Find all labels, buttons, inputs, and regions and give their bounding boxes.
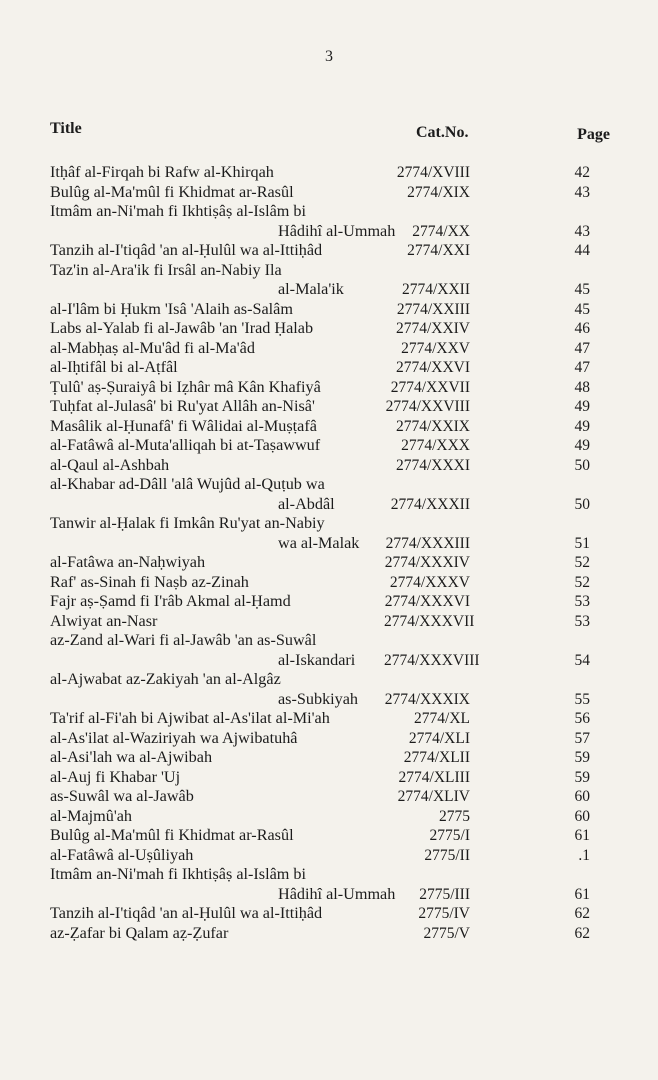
entry-cat-no: 2774/XXXI <box>395 456 470 474</box>
entry-page: 61 <box>574 885 590 903</box>
entry-page: 43 <box>574 183 590 201</box>
entry-title: Raf' as-Sinah fi Naṣb az-Zinah <box>50 572 249 591</box>
entry-title: Bulûg al-Ma'mûl fi Khidmat ar-Rasûl <box>50 182 294 201</box>
entry-title-continuation: Hâdihî al-Ummah <box>278 221 396 240</box>
entry-cat-no: 2774/XIX <box>407 183 470 201</box>
list-item <box>50 924 590 944</box>
entry-page: 49 <box>574 398 590 415</box>
list-item <box>50 183 590 203</box>
entry-page: 56 <box>574 710 590 727</box>
list-item <box>50 339 590 359</box>
entry-title: al-Fatâwâ al-Uṣûliyah <box>50 845 194 864</box>
entry-title-continuation: al-Mala'ik <box>278 280 344 298</box>
entry-page: 42 <box>574 164 590 181</box>
entry-cat-no: 2774/XXXIV <box>384 554 470 571</box>
entry-title-continuation: al-Iskandari <box>278 650 356 669</box>
entry-page: 59 <box>574 749 590 766</box>
entry-cat-no: 2775/I <box>429 827 470 844</box>
list-item <box>50 300 590 320</box>
entry-cat-no: 2774/XXX <box>401 437 470 454</box>
entry-title: Alwiyat an-Nasr <box>50 611 158 630</box>
list-item <box>50 553 590 573</box>
header-page: Page <box>577 126 610 143</box>
entry-title: al-Fatâwâ al-Muta'alliqah bi at-Taṣawwuf <box>50 436 321 454</box>
entry-cat-no: 2774/XXVI <box>395 359 470 376</box>
list-item <box>50 904 590 924</box>
table-header <box>50 118 610 144</box>
entry-title: al-Iḥtifâl bi al-Aṭfâl <box>50 358 178 376</box>
list-item <box>50 378 590 398</box>
entry-title: az-Zand al-Wari fi al-Jawâb 'an as-Suwâl <box>50 631 317 649</box>
entry-title-continuation: as-Subkiyah <box>278 689 359 708</box>
entry-cat-no: 2774/XXXV <box>389 573 470 591</box>
entry-cat-no: 2774/XXI <box>407 242 470 259</box>
entry-page: 48 <box>574 378 590 396</box>
list-item <box>50 358 590 378</box>
entry-title: al-Asi'lah wa al-Ajwibah <box>50 748 213 766</box>
entry-cat-no: 2774/XXXII <box>390 495 470 513</box>
list-item <box>50 826 590 846</box>
entry-title: al-Khabar ad-Dâll 'alâ Wujûd al-Quṭub wa <box>50 475 325 493</box>
list-item <box>50 417 590 437</box>
entry-cat-no: 2774/XXIX <box>395 417 470 435</box>
list-item <box>50 514 590 553</box>
list-item <box>50 729 590 749</box>
entry-page: 43 <box>574 222 590 240</box>
entry-page: 49 <box>574 437 590 454</box>
list-item <box>50 397 590 417</box>
entry-page: 59 <box>574 768 590 786</box>
list-item <box>50 456 590 476</box>
entry-title: Tanzih al-I'tiqâd 'an al-Ḥulûl wa al-Ittiḥâd <box>50 241 323 259</box>
entry-cat-no: 2774/XXVII <box>390 378 470 396</box>
entry-cat-no: 2774/XXXIX <box>384 690 470 708</box>
entry-page: 60 <box>574 807 590 825</box>
entry-title-continuation: al-Abdâl <box>278 494 335 513</box>
entry-page: 47 <box>574 339 590 357</box>
entry-cat-no: 2774/XXXIII <box>385 534 470 552</box>
entry-title: Itmâm an-Ni'mah fi Ikhtiṣâṣ al-Islâm bi <box>50 202 307 220</box>
entry-title: al-Majmû'ah <box>50 806 133 825</box>
entry-title: Tanzih al-I'tiqâd 'an al-Ḥulûl wa al-Ittiḥâd <box>50 904 323 922</box>
entry-cat-no: 2774/XXIII <box>396 300 470 318</box>
entry-title: Taz'in al-Ara'ik fi Irsâl an-Nabiy Ila <box>50 260 282 279</box>
entry-title: Bulûg al-Ma'mûl fi Khidmat ar-Rasûl <box>50 826 294 844</box>
entry-page: 50 <box>574 456 590 474</box>
entry-page: 50 <box>574 495 590 513</box>
entry-title: az-Ẓafar bi Qalam aẓ-Ẓufar <box>50 923 229 942</box>
entry-title: Itḥâf al-Firqah bi Rafw al-Khirqah <box>50 163 274 181</box>
list-item <box>50 436 590 456</box>
entry-cat-no: 2774/XXVIII <box>385 398 470 415</box>
list-item <box>50 670 590 709</box>
entry-title: Masâlik al-Ḥunafâ' fi Wâlidai al-Muṣṭafâ <box>50 416 317 435</box>
entry-title: al-Ajwabat az-Zakiyah 'an al-Algâz <box>50 670 281 688</box>
list-item <box>50 241 590 261</box>
entry-page: 52 <box>574 573 590 591</box>
entry-cat-no: 2775/IV <box>418 905 470 922</box>
entry-title: Tanwir al-Ḥalak fi Imkân Ru'yat an-Nabiy <box>50 514 325 532</box>
page-number: 3 <box>325 48 333 65</box>
entry-title-continuation: Hâdihî al-Ummah <box>278 884 396 903</box>
list-item <box>50 319 590 339</box>
entry-title: al-I'lâm bi Ḥukm 'Isâ 'Alaih as-Salâm <box>50 299 293 318</box>
list-item <box>50 631 590 670</box>
entry-cat-no: 2775/V <box>423 924 470 942</box>
entry-title: Itmâm an-Ni'mah fi Ikhtiṣâṣ al-Islâm bi <box>50 865 307 883</box>
list-item <box>50 768 590 788</box>
entry-title-continuation: wa al-Malak <box>278 533 360 552</box>
entry-page: 53 <box>574 593 590 610</box>
entry-title: al-Auj fi Khabar 'Uj <box>50 767 181 786</box>
entry-title: Tuḥfat al-Julasâ' bi Ru'yat Allâh an-Nisâ' <box>50 397 315 415</box>
entry-title: as-Suwâl wa al-Jawâb <box>50 787 194 805</box>
entry-page: 45 <box>574 281 590 298</box>
entry-title: al-Fatâwa an-Naḥwiyah <box>50 553 206 571</box>
entry-title: Fajr aṣ-Ṣamd fi I'râb Akmal al-Ḥamd <box>50 592 291 610</box>
entry-cat-no: 2774/XXII <box>401 281 470 298</box>
entry-title: Ṭulû' aṣ-Ṣuraiyâ bi Iẓhâr mâ Kân Khafiyâ <box>50 377 321 396</box>
entry-cat-no: 2774/XLIV <box>397 788 470 805</box>
entry-cat-no: 2774/XVIII <box>396 164 470 181</box>
list-item <box>50 846 590 866</box>
entry-cat-no: 2775/II <box>424 846 470 864</box>
entry-page: 45 <box>574 300 590 318</box>
list-item <box>50 573 590 593</box>
entry-cat-no: 2774/XXV <box>401 339 470 357</box>
list-item <box>50 865 590 904</box>
entry-page: 44 <box>574 242 590 259</box>
entry-page: 52 <box>574 554 590 571</box>
header-title: Title <box>50 120 82 137</box>
list-item <box>50 261 590 300</box>
entry-cat-no: 2775 <box>439 807 470 825</box>
entry-page: 54 <box>574 651 590 669</box>
entry-cat-no: 2774/XXXVIII <box>384 651 480 669</box>
entry-title: al-As'ilat al-Waziriyah wa Ajwibatuhâ <box>50 728 298 747</box>
entry-page: .1 <box>578 846 590 864</box>
catalog-list <box>50 163 590 943</box>
entry-page: 53 <box>574 612 590 630</box>
list-item <box>50 592 590 612</box>
entry-page: 60 <box>574 788 590 805</box>
entry-cat-no: 2774/XXXVII <box>384 612 475 630</box>
entry-page: 55 <box>574 690 590 708</box>
list-item <box>50 475 590 514</box>
entry-page: 57 <box>574 729 590 747</box>
entry-title: al-Qaul al-Ashbah <box>50 455 170 474</box>
header-cat-no: Cat.No. <box>416 124 469 141</box>
entry-page: 49 <box>574 417 590 435</box>
list-item <box>50 163 590 183</box>
entry-cat-no: 2774/XXIV <box>395 320 470 337</box>
entry-cat-no: 2775/III <box>419 885 470 903</box>
entry-title: al-Mabḥaṣ al-Mu'âd fi al-Ma'âd <box>50 338 255 357</box>
entry-cat-no: 2774/XX <box>412 222 470 240</box>
list-item <box>50 807 590 827</box>
entry-cat-no: 2774/XLII <box>403 749 470 766</box>
list-item <box>50 787 590 807</box>
list-item <box>50 202 590 241</box>
entry-page: 62 <box>574 924 590 942</box>
entry-cat-no: 2774/XL <box>414 710 470 727</box>
list-item <box>50 612 590 632</box>
entry-cat-no: 2774/XLI <box>408 729 470 747</box>
entry-page: 62 <box>574 905 590 922</box>
entry-page: 61 <box>574 827 590 844</box>
entry-title: Labs al-Yalab fi al-Jawâb 'an 'Irad Ḥalab <box>50 319 314 337</box>
entry-page: 51 <box>574 534 590 552</box>
entry-page: 47 <box>574 359 590 376</box>
entry-title: Ta'rif al-Fi'ah bi Ajwibat al-As'ilat al-Mi'ah <box>50 709 330 727</box>
entry-cat-no: 2774/XLIII <box>398 768 470 786</box>
entry-cat-no: 2774/XXXVI <box>384 593 470 610</box>
entry-page: 46 <box>574 320 590 337</box>
list-item <box>50 709 590 729</box>
list-item <box>50 748 590 768</box>
